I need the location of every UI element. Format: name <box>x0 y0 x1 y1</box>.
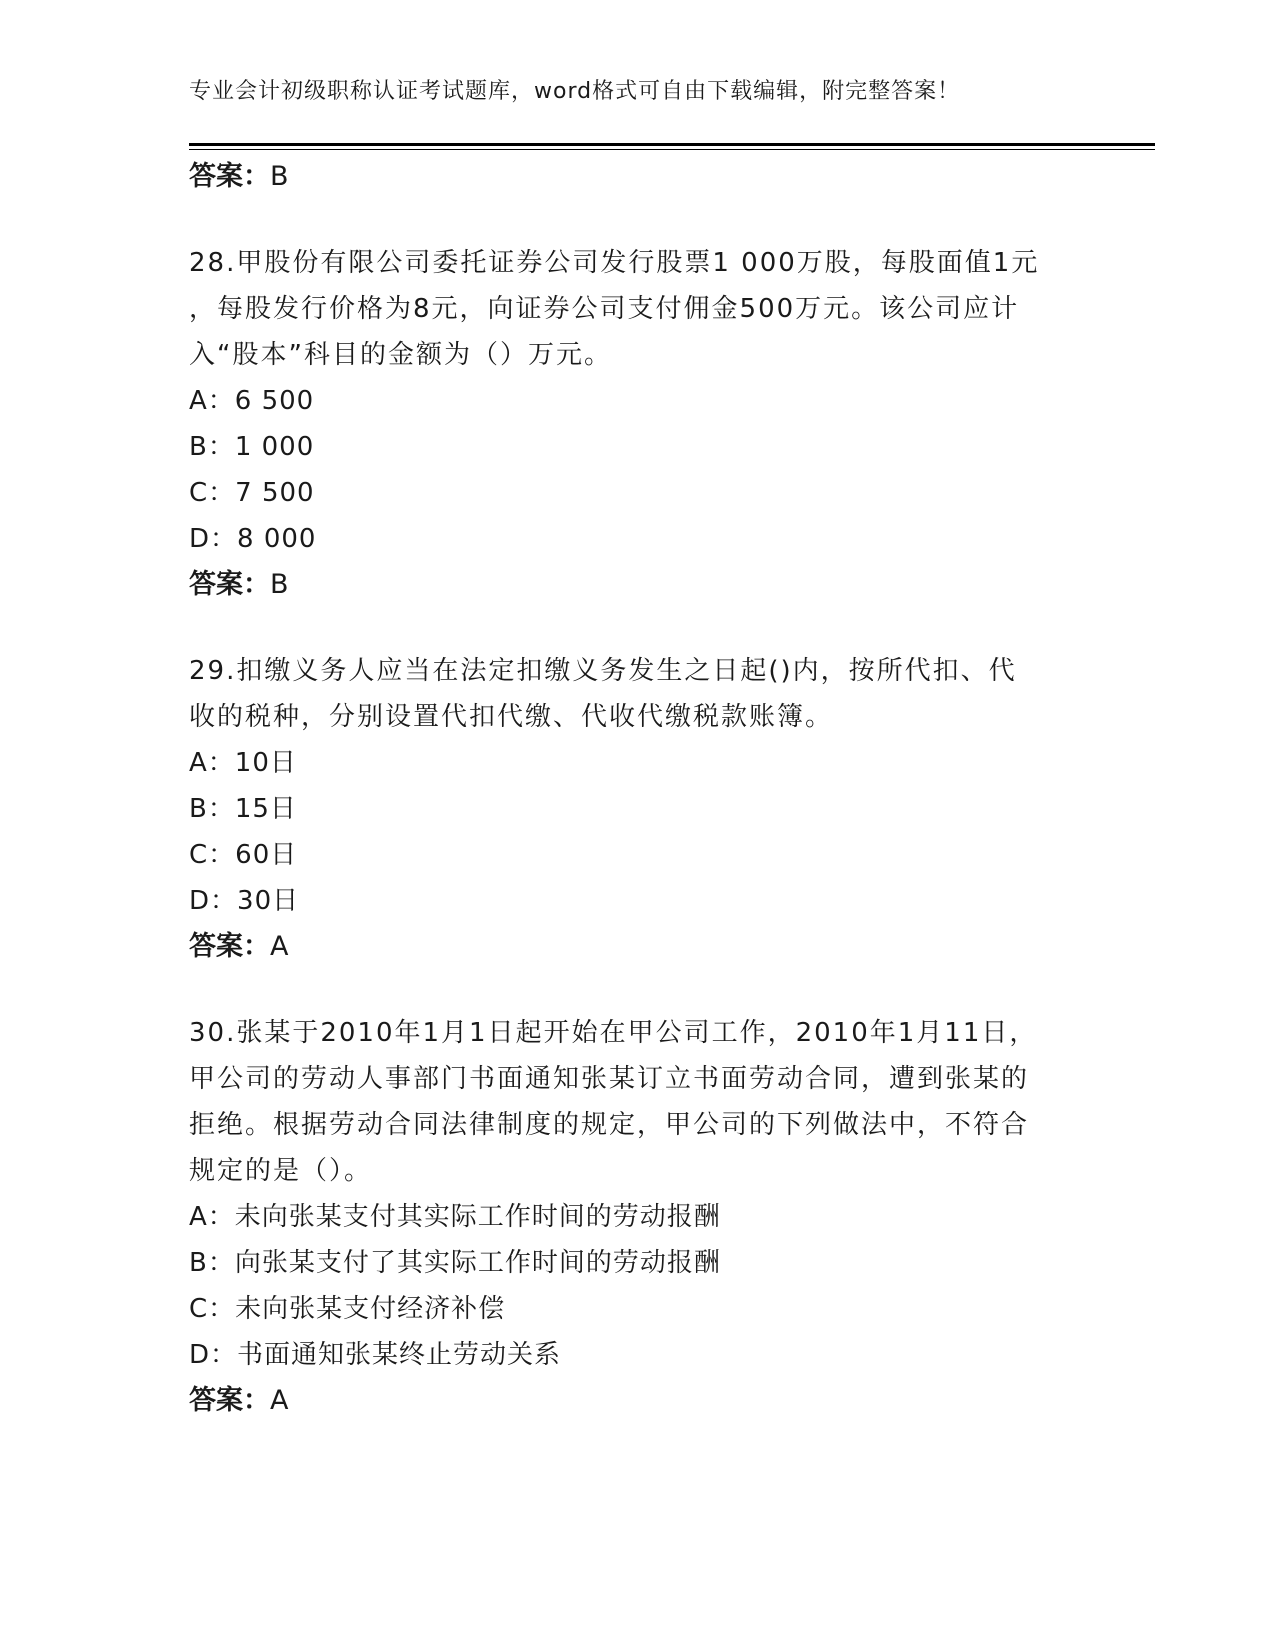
option-b: B：15日 <box>189 794 297 824</box>
option-a: A：6 500 <box>189 386 315 416</box>
page-header: 专业会计初级职称认证考试题库，word格式可自由下载编辑，附完整答案！ <box>189 79 961 104</box>
question-30 <box>189 1010 1089 1424</box>
option-a: A：未向张某支付其实际工作时间的劳动报酬 <box>189 1202 721 1232</box>
question-text-line: 收的税种，分别设置代扣代缴、代收代缴税款账簿。 <box>189 702 834 732</box>
option-c: C：未向张某支付经济补偿 <box>189 1294 506 1324</box>
question-28 <box>189 240 1089 608</box>
question-text-line: 规定的是（）。 <box>189 1156 373 1186</box>
question-text-line: ，每股发行价格为8元，向证券公司支付佣金500万元。该公司应计 <box>189 294 1020 324</box>
answer-value: A <box>270 931 289 962</box>
question-29 <box>189 648 1089 970</box>
answer-line <box>189 1378 1089 1424</box>
option-d: D：书面通知张某终止劳动关系 <box>189 1340 562 1370</box>
question-text-line: 29.扣缴义务人应当在法定扣缴义务发生之日起()内，按所代扣、代 <box>189 656 1017 686</box>
question-text-line: 28.甲股份有限公司委托证券公司发行股票1 000万股，每股面值1元 <box>189 248 1040 278</box>
answer-label: 答案： <box>189 569 270 600</box>
answer-value: B <box>270 569 289 600</box>
answer-line <box>189 924 1089 970</box>
answer-label: 答案： <box>189 1385 270 1416</box>
option-b: B：向张某支付了其实际工作时间的劳动报酬 <box>189 1248 721 1278</box>
option-d: D：30日 <box>189 886 300 916</box>
option-d: D：8 000 <box>189 524 317 554</box>
option-b: B：1 000 <box>189 432 315 462</box>
answer-value: B <box>270 161 289 192</box>
answer-label: 答案： <box>189 161 270 192</box>
document-body <box>189 154 1089 1424</box>
option-c: C：7 500 <box>189 478 315 508</box>
question-text-line: 30.张某于2010年1月1日起开始在甲公司工作，2010年1月11日， <box>189 1018 1038 1048</box>
option-c: C：60日 <box>189 840 298 870</box>
answer-label: 答案： <box>189 931 270 962</box>
answer-value: A <box>270 1385 289 1416</box>
question-text-line: 甲公司的劳动人事部门书面通知张某订立书面劳动合同，遭到张某的 <box>189 1064 1030 1094</box>
question-text-line: 拒绝。根据劳动合同法律制度的规定，甲公司的下列做法中，不符合 <box>189 1110 1030 1140</box>
answer-line <box>189 154 1089 200</box>
question-text-line: 入“股本”科目的金额为（）万元。 <box>189 340 612 370</box>
header-rule-thin <box>189 149 1155 150</box>
answer-line <box>189 562 1089 608</box>
header-rule-thick <box>189 143 1155 146</box>
option-a: A：10日 <box>189 748 297 778</box>
